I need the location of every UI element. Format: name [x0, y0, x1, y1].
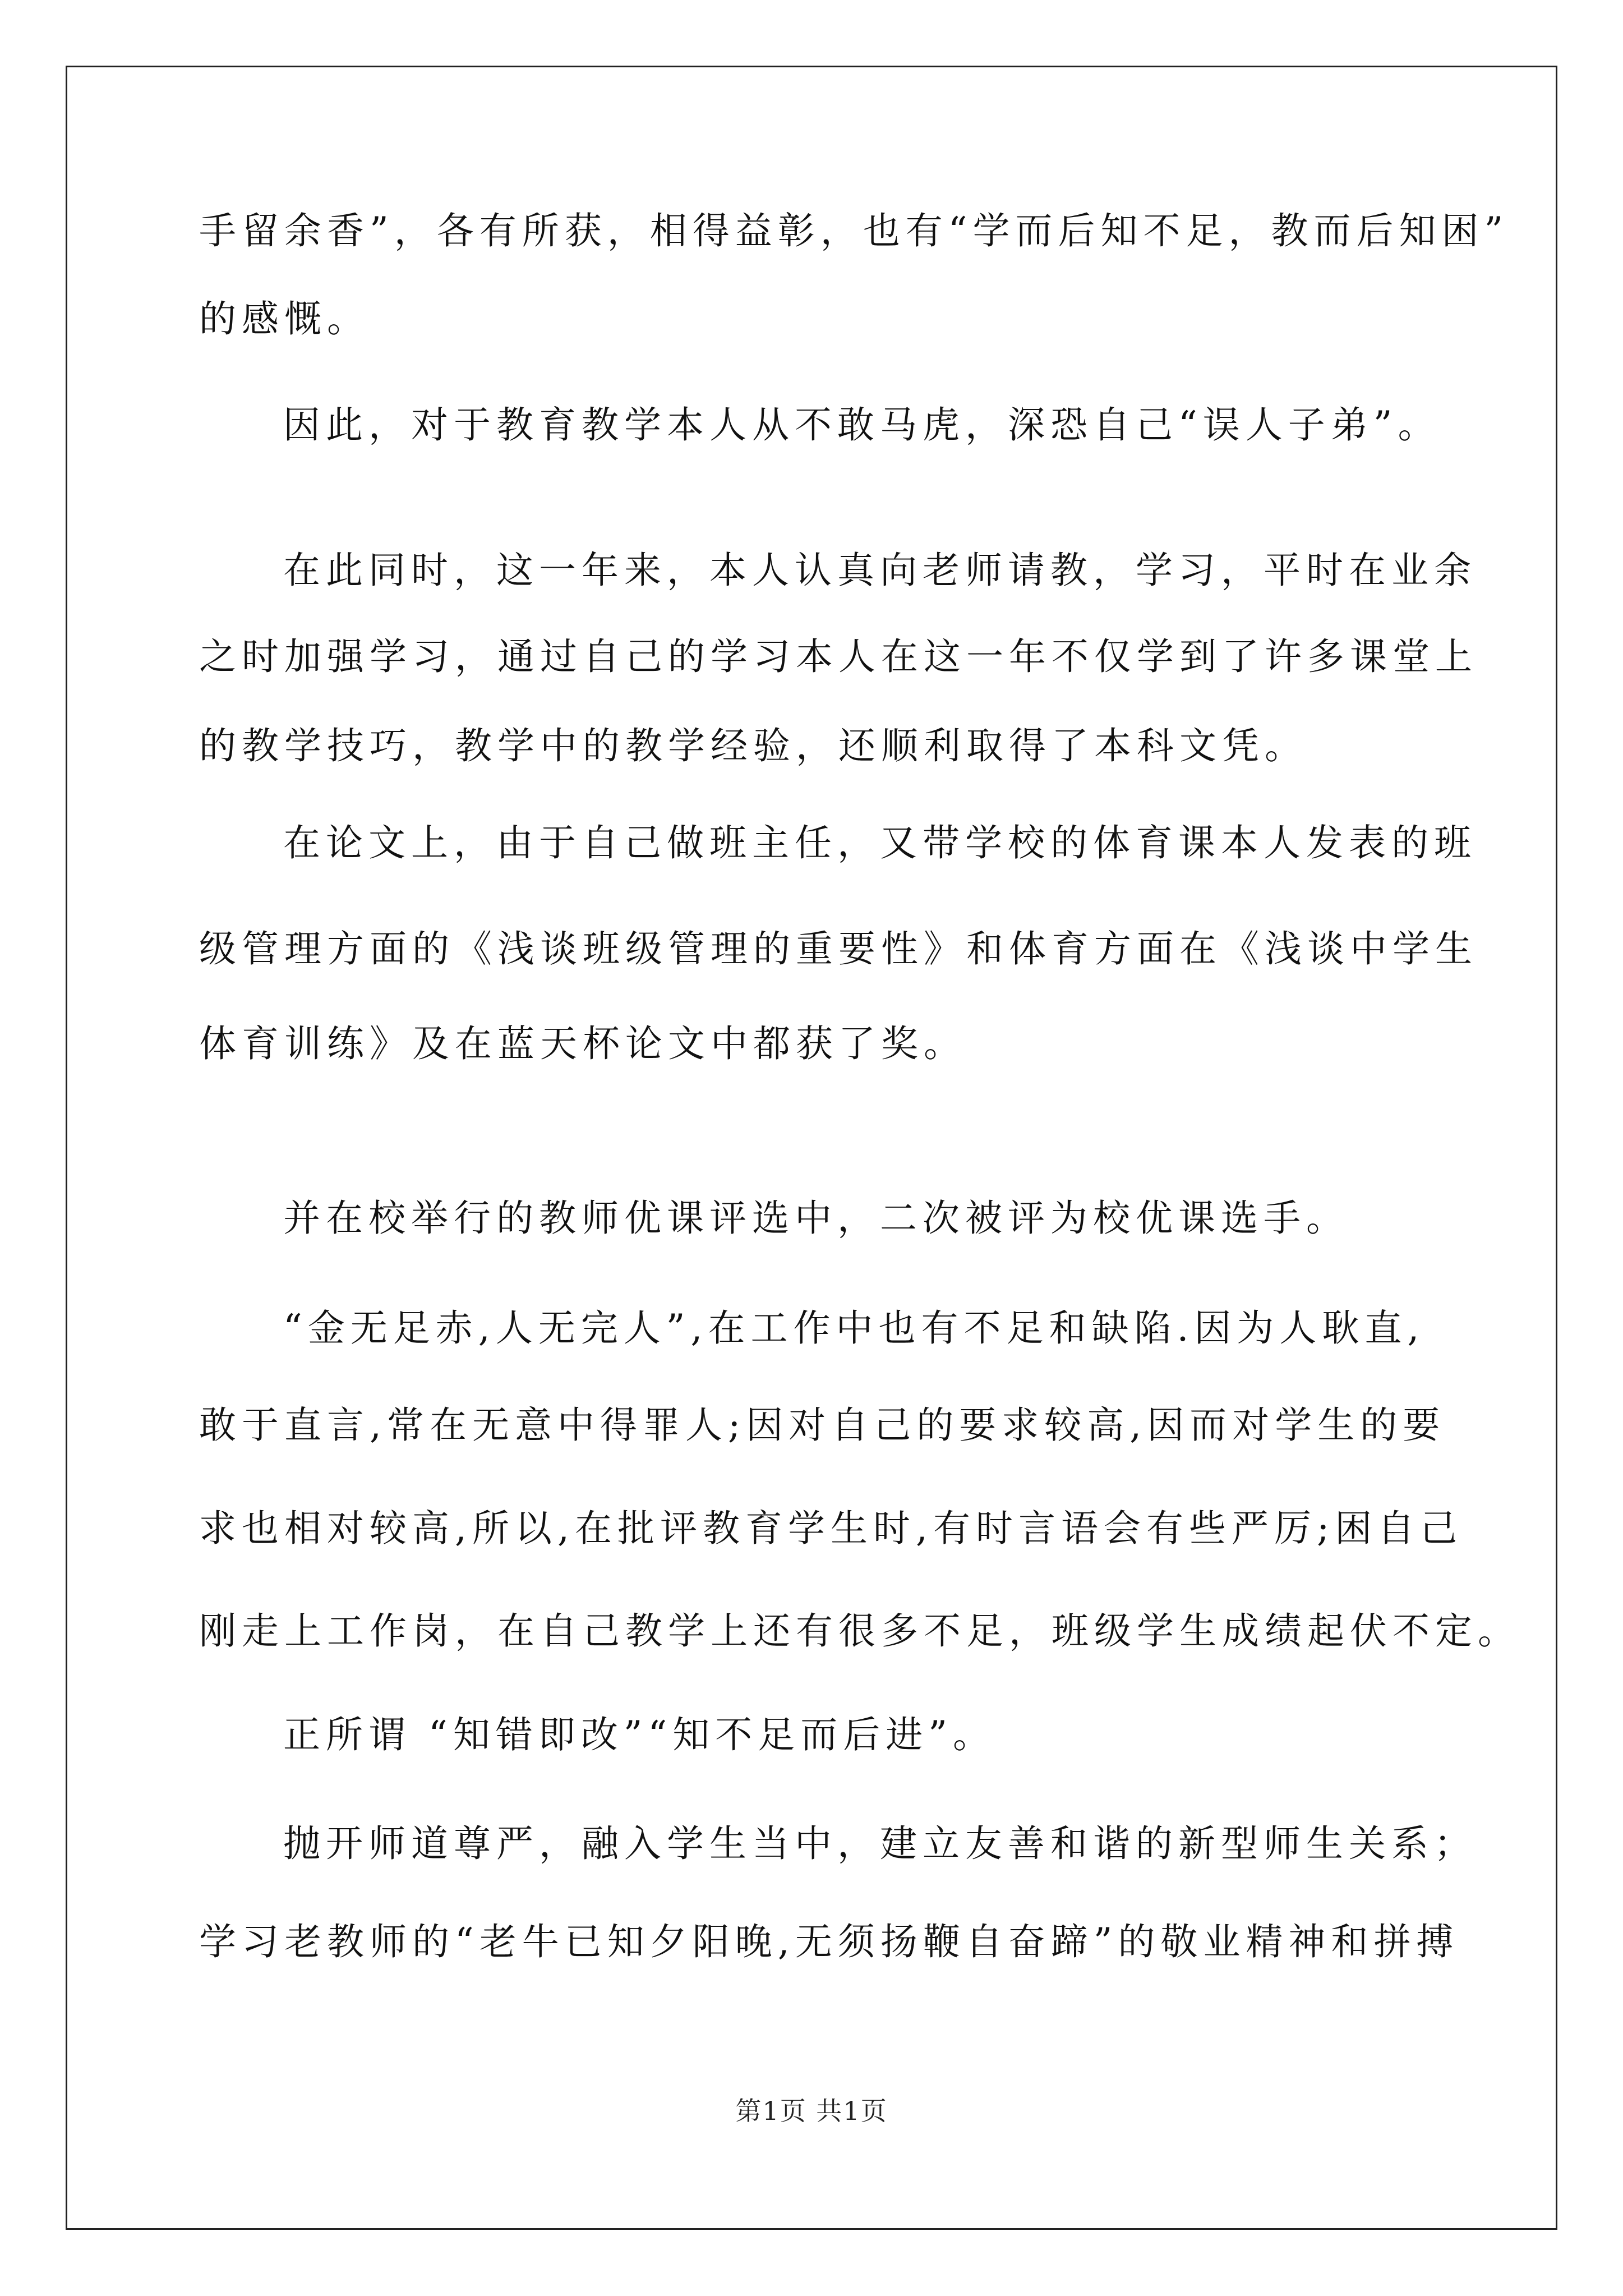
text-line: 在此同时，这一年来，本人认真向老师请教，学习，平时在业余 — [283, 549, 1477, 592]
text-line: 求也相对较高,所以,在批评教育学生时,有时言语会有些严厉;困自己 — [199, 1507, 1463, 1550]
text-line: “金无足赤,人无完人”,在工作中也有不足和缺陷.因为人耿直, — [283, 1306, 1425, 1350]
text-line: 敢于直言,常在无意中得罪人;因对自己的要求较高,因而对学生的要 — [199, 1404, 1446, 1447]
page-footer — [0, 2095, 1623, 2127]
text-line: 因此，对于教育教学本人从不敢马虎，深恐自己“误人子弟”。 — [283, 403, 1441, 447]
text-line: 的教学技巧，教学中的教学经验，还顺利取得了本科文凭。 — [199, 724, 1307, 767]
page-border — [66, 66, 1557, 2230]
text-line: 学习老教师的“老牛已知夕阳晚,无须扬鞭自奋蹄”的敬业精神和拼搏 — [199, 1920, 1459, 1963]
text-line: 之时加强学习，通过自己的学习本人在这一年不仅学到了许多课堂上 — [199, 635, 1478, 678]
text-line: 并在校举行的教师优课评选中，二次被评为校优课选手。 — [283, 1197, 1349, 1240]
text-line: 的感慨。 — [199, 297, 370, 341]
text-line: 体育训练》及在蓝天杯论文中都获了奖。 — [199, 1022, 966, 1065]
text-line: 抛开师道尊严，融入学生当中，建立友善和谐的新型师生关系； — [283, 1822, 1477, 1865]
page-number: 第1页 共1页 — [735, 2096, 888, 2126]
text-line: 在论文上，由于自己做班主任，又带学校的体育课本人发表的班 — [283, 821, 1477, 864]
text-line: 手留余香”，各有所获，相得益彰，也有“学而后知不足，教而后知困” — [199, 209, 1509, 252]
text-line: 级管理方面的《浅谈班级管理的重要性》和体育方面在《浅谈中学生 — [199, 927, 1478, 970]
text-line: 正所谓 “知错即改”“知不足而后进”。 — [283, 1713, 995, 1756]
text-line: 刚走上工作岗，在自己教学上还有很多不足，班级学生成绩起伏不定。 — [199, 1609, 1520, 1653]
